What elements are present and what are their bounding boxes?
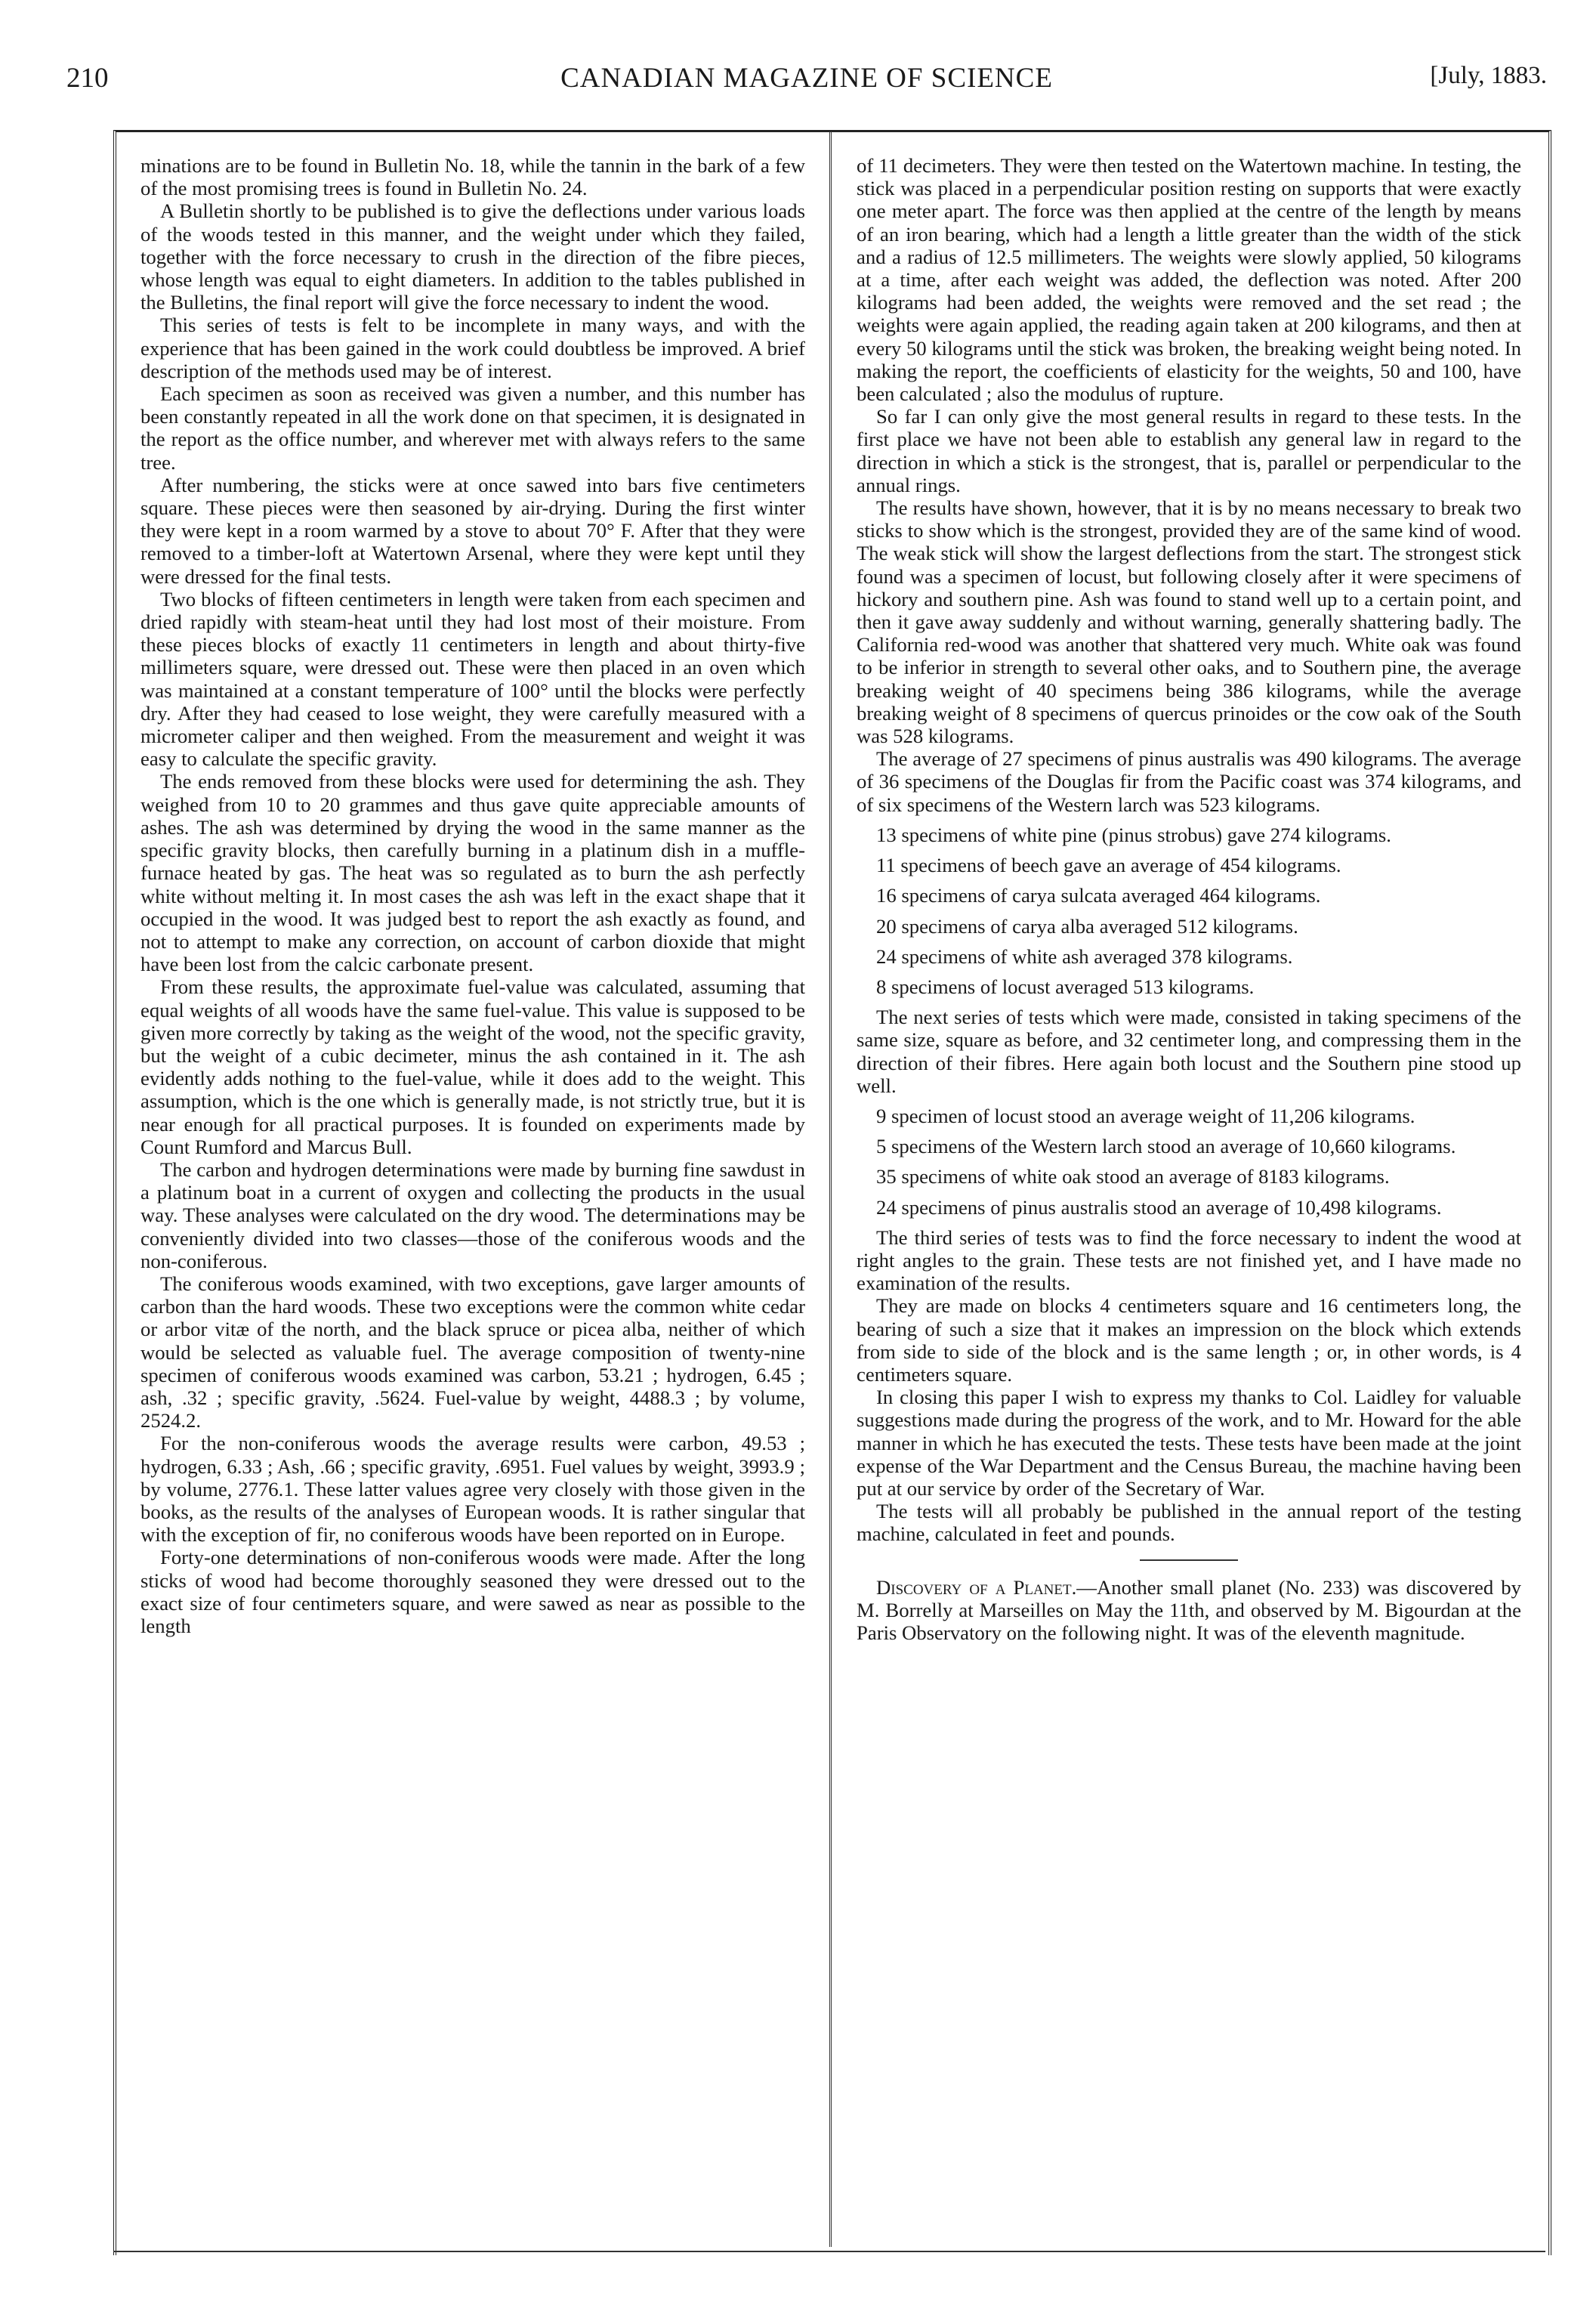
running-header — [66, 62, 1547, 97]
paragraph: The coniferous woods examined, with two exceptions, gave larger amounts of carbon than the hard woods. These two exceptions were the common white cedar or arbor vitæ of the north, and the black spruce or picea alba, neither of which would be selected as valuable fuel. The average composition of twenty-nine specimen of coniferous woods examined was carbon, 53.21 ; hydrogen, 6.45 ; ash, .32 ; specific gravity, .5624. Fuel-value by weight, 4488.3 ; by volume, 2524.2. — [140, 1272, 805, 1432]
paragraph: They are made on blocks 4 centimeters square and 16 centimeters long, the bearing of such a size that it makes an impression on the block which extends from side to side of the block and is the same length ; or, in other words, is 4 centimeters square. — [857, 1294, 1521, 1386]
paragraph: 20 specimens of carya alba averaged 512 kilograms. — [876, 914, 1298, 938]
paragraph: 13 specimens of white pine (pinus strobus) gave 274 kilograms. — [876, 823, 1391, 846]
paragraph: minations are to be found in Bulletin No. 18, while the tannin in the bark of a few of the most promising trees is found in Bulletin No. 24. — [140, 154, 805, 200]
paragraph: 5 specimens of the Western larch stood an average of 10,660 kilograms. — [876, 1135, 1456, 1158]
paragraph: of 11 decimeters. They were then tested on the Watertown machine. In testing, the stick was placed in a perpendicular position resting on supports that were exactly one meter apart. The force was then applied at the centre of the length by means of an iron bearing, which had a length a little greater than the width of the stick and a radius of 12.5 millimeters. The weights were slowly applied, 50 kilograms at a time, after each weight was added, the deflection was noted. After 200 kilograms had been added, the weights were removed and the set read ; the weights were again applied, the reading again taken at 200 kilograms, and then at every 50 kilograms until the stick was broken, the breaking weight being noted. In making the report, the coefficients of elasticity for the weights, 50 and 100, have been calculated ; also the modulus of rupture. — [857, 154, 1521, 406]
left-column — [140, 154, 805, 2239]
right-column — [857, 154, 1521, 2239]
paragraph: The third series of tests was to find the force necessary to indent the wood at right angles to the grain. These tests are not finished yet, and I have made no examination of the results. — [857, 1225, 1521, 1295]
paragraph: A Bulletin shortly to be published is to give the deflections under various loads of the woods tested in this manner, and the weight under which they failed, together with the force necessary to crush in the direction of the fibre pieces, whose length was equal to eight diameters. In addition to the tables published in the Bulletins, the final report will give the force necessary to indent the wood. — [140, 199, 805, 314]
paragraph: This series of tests is felt to be incomplete in many ways, and with the experience that has been gained in the work could doubtless be improved. A brief description of the methods used may be of interest. — [140, 314, 805, 382]
paragraph: 24 specimens of white ash averaged 378 kilograms. — [876, 944, 1293, 968]
paragraph: 9 specimen of locust stood an average weight of 11,206 kilograms. — [876, 1104, 1415, 1127]
paragraph: In closing this paper I wish to express my thanks to Col. Laidley for valuable suggestions made during the progress of the work, and to Mr. Howard for the able manner in which he has executed the tests. These tests have been made at the joint expense of the War Department and the Census Bureau, the machine having been put at our service by order of the Secretary of War. — [857, 1386, 1521, 1500]
paragraph: 11 specimens of beech gave an average of 454 kilograms. — [876, 854, 1341, 877]
column-divider — [829, 131, 832, 2247]
paragraph: 8 specimens of locust averaged 513 kilograms. — [876, 975, 1255, 998]
paragraph: The tests will all probably be published in the annual report of the testing machine, calculated in feet and pounds. — [857, 1500, 1521, 1546]
page-number: 210 — [66, 63, 109, 94]
paragraph: The carbon and hydrogen determinations were made by burning fine sawdust in a platinum boat in a current of oxygen and collecting the products in the usual way. These analyses were calculated on the dry wood. The determinations may be conveniently divided into two classes—those of the coniferous woods and the non-coniferous. — [140, 1157, 805, 1272]
paragraph: 24 specimens of pinus australis stood an average of 10,498 kilograms. — [876, 1195, 1442, 1219]
paragraph: Forty-one determinations of non-coniferous woods were made. After the long sticks of wood had become thoroughly seasoned they were dressed out to the exact size of four centimeters square, and were sawed as near as possible to the length — [140, 1546, 805, 1637]
notice-text: —Another small planet (No. 233) was discovered by M. Borrelly at Marseilles on May the 11th, and observed by M. Bigourdan at the Paris Observatory on the following night. It was of the eleventh magnitude. — [857, 1575, 1521, 1644]
paragraph: Two blocks of fifteen centimeters in length were taken from each specimen and dried rapidly with steam-heat until they had lost most of their moisture. From these pieces blocks of exactly 11 centimeters in length and about thirty-five millimeters square, were dressed out. These were then placed in an oven which was maintained at a constant temperature of 100° until the blocks were perfectly dry. After they had ceased to lose weight, they were carefully measured with a micrometer caliper and then weighed. From the measurement and weight it was easy to calculate the specific gravity. — [140, 587, 805, 771]
notice-heading: Discovery of a Planet. — [876, 1575, 1077, 1599]
issue-date: [July, 1883. — [1430, 62, 1547, 89]
frame-bottom-rule — [113, 2251, 1545, 2252]
paragraph: The next series of tests which were made, consisted in taking specimens of the same size, square as before, and 32 centimeter long, and compressing them in the direction of their fibres. Here again both locust and the Southern pine stood up well. — [857, 1006, 1521, 1097]
paragraph: Each specimen as soon as received was given a number, and this number has been constantly repeated in all the work done on that specimen, it is designated in the report as the office number, and wherever met with always refers to the same tree. — [140, 382, 805, 474]
paragraph: From these results, the approximate fuel-value was calculated, assuming that equal weights of all woods have the same fuel-value. This value is supposed to be given more correctly by taking as the weight of the wood, not the specific gravity, but the weight of a cubic decimeter, minus the ash contained in it. The ash evidently adds nothing to the fuel-value, while it does add to the weight. This assumption, which is the one which is generally made, is not strictly true, but it is near enough for all practical purposes. It is founded on experiments made by Count Rumford and Marcus Bull. — [140, 975, 805, 1158]
journal-title: CANADIAN MAGAZINE OF SCIENCE — [560, 63, 1053, 94]
paragraph: 16 specimens of carya sulcata averaged 464 kilograms. — [876, 884, 1321, 907]
paragraph: After numbering, the sticks were at once sawed into bars five centimeters square. These pieces were then seasoned by air-drying. During the first winter they were kept in a room warmed by a stove to about 70° F. After that they were removed to a timber-loft at Watertown Arsenal, where they were kept until they were dressed for the final tests. — [140, 473, 805, 588]
notice-paragraph — [857, 1576, 1521, 1645]
paragraph: For the non-coniferous woods the average results were carbon, 49.53 ; hydrogen, 6.33 ; Ash, .66 ; specific gravity, .6951. Fuel values by weight, 3993.9 ; by volume, 2776.1. These latter values agree very closely with those given in the books, as the results of the analyses of European woods. It is rather singular that with the exception of fir, no coniferous woods have been reported on in Europe. — [140, 1432, 805, 1547]
paragraph: The results have shown, however, that it is by no means necessary to break two sticks to show which is the strongest, provided they are of the same kind of wood. The weak stick will show the largest deflections from the start. The strongest stick found was a specimen of locust, but following closely after it were specimens of hickory and southern pine. Ash was found to stand well up to a certain point, and then it gave away suddenly and without warning, generally shattering badly. The California red-wood was another that shattered very much. White oak was found to be inferior in strength to several other oaks, and to Southern pine, the average breaking weight of 40 specimens being 386 kilograms, while the average breaking weight of 8 specimens of quercus prinoides or the cow oak of the South was 528 kilograms. — [857, 496, 1521, 748]
paragraph: 35 specimens of white oak stood an average of 8183 kilograms. — [876, 1165, 1390, 1188]
section-rule — [1140, 1559, 1238, 1561]
paragraph: So far I can only give the most general results in regard to these tests. In the first place we have not been able to establish any general law in regard to the direction in which a stick is the strongest, that is, parallel or perpendicular to the annual rings. — [857, 405, 1521, 496]
paragraph: The ends removed from these blocks were used for determining the ash. They weighed from 10 to 20 grammes and thus gave quite appreciable amounts of ashes. The ash was determined by drying the wood in the same manner as the specific gravity blocks, then carefully burning in a platinum dish in a muffle-furnace heated by gas. The heat was so regulated as to burn the ash perfectly white without melting it. In most cases the ash was left in the exact shape that it occupied in the wood. It was judged best to report the ash exactly as found, and not to attempt to make any correction, on account of carbon dioxide that might have been lost from the calcic carbonate present. — [140, 770, 805, 976]
paragraph: The average of 27 specimens of pinus australis was 490 kilograms. The average of 36 specimens of the Douglas fir from the Pacific coast was 374 kilograms, and of six specimens of the Western larch was 523 kilograms. — [857, 747, 1521, 816]
